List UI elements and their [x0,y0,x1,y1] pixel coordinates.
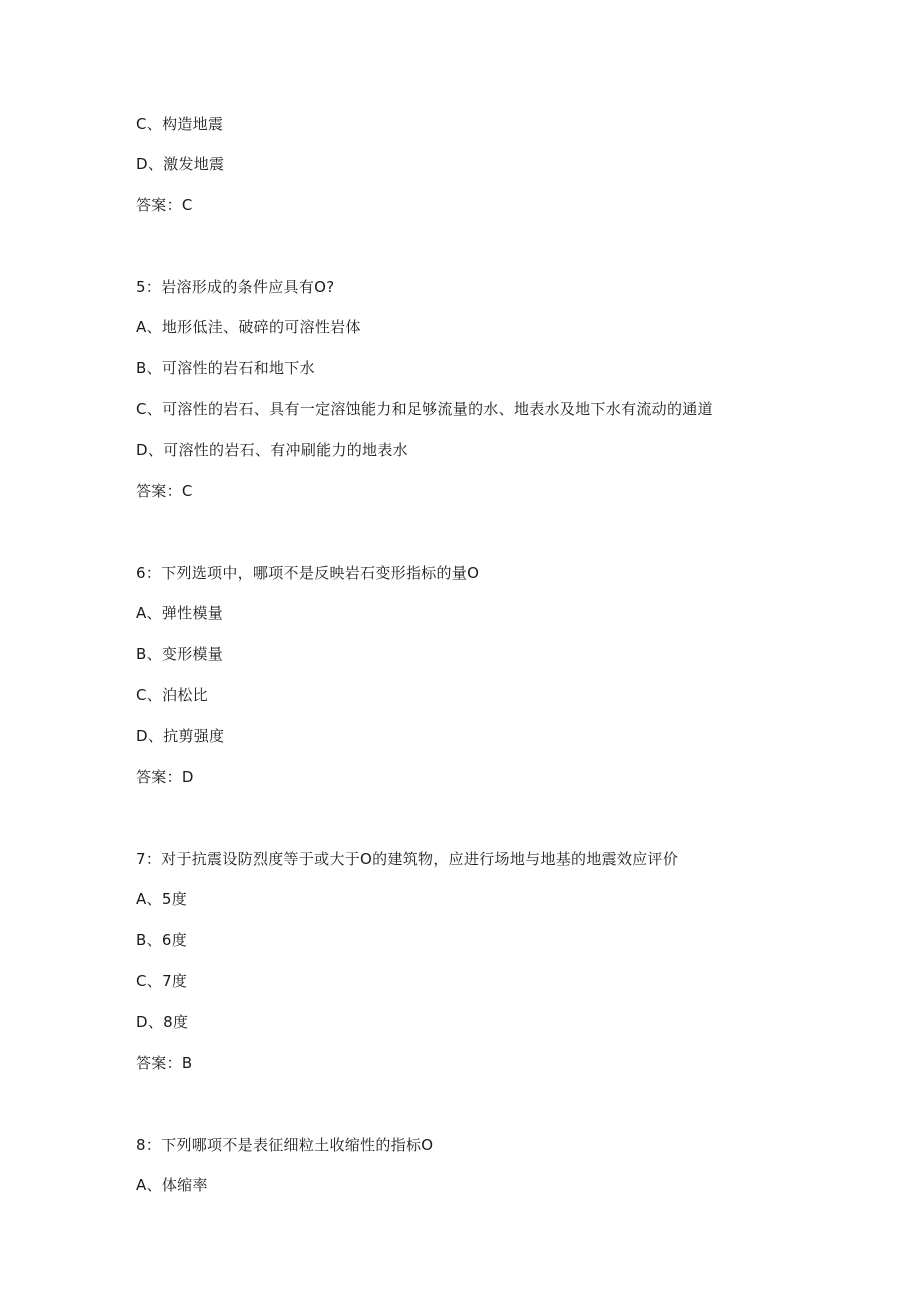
q6-option-a: A、弹性模量 [136,604,224,622]
q7-option-b: B、6度 [136,931,188,949]
q7-option-a: A、5度 [136,890,188,908]
q5-option-a: A、地形低洼、破碎的可溶性岩体 [136,318,361,336]
q8-option-a: A、体缩率 [136,1176,208,1194]
q4-option-d: D、激发地震 [136,155,225,173]
q8-stem: 8：下列哪项不是表征细粒土收缩性的指标O [136,1136,434,1154]
q7-answer: 答案：B [136,1054,193,1072]
q7-option-c: C、7度 [136,972,188,990]
q7-option-d: D、8度 [136,1013,189,1031]
q5-option-c: C、可溶性的岩石、具有一定溶蚀能力和足够流量的水、地表水及地下水有流动的通道 [136,400,713,418]
q5-answer: 答案：C [136,482,193,500]
q6-stem: 6：下列选项中，哪项不是反映岩石变形指标的量O [136,564,480,582]
q5-stem: 5：岩溶形成的条件应具有O? [136,278,335,296]
q4-answer: 答案：C [136,196,193,214]
q6-option-b: B、变形模量 [136,645,224,663]
q7-stem: 7：对于抗震设防烈度等于或大于O的建筑物，应进行场地与地基的地震效应评价 [136,850,679,868]
q6-option-c: C、泊松比 [136,686,208,704]
q4-option-c: C、构造地震 [136,115,224,133]
q5-option-b: B、可溶性的岩石和地下水 [136,359,315,377]
q6-answer: 答案：D [136,768,194,786]
q5-option-d: D、可溶性的岩石、有冲刷能力的地表水 [136,441,408,459]
q6-option-d: D、抗剪强度 [136,727,225,745]
